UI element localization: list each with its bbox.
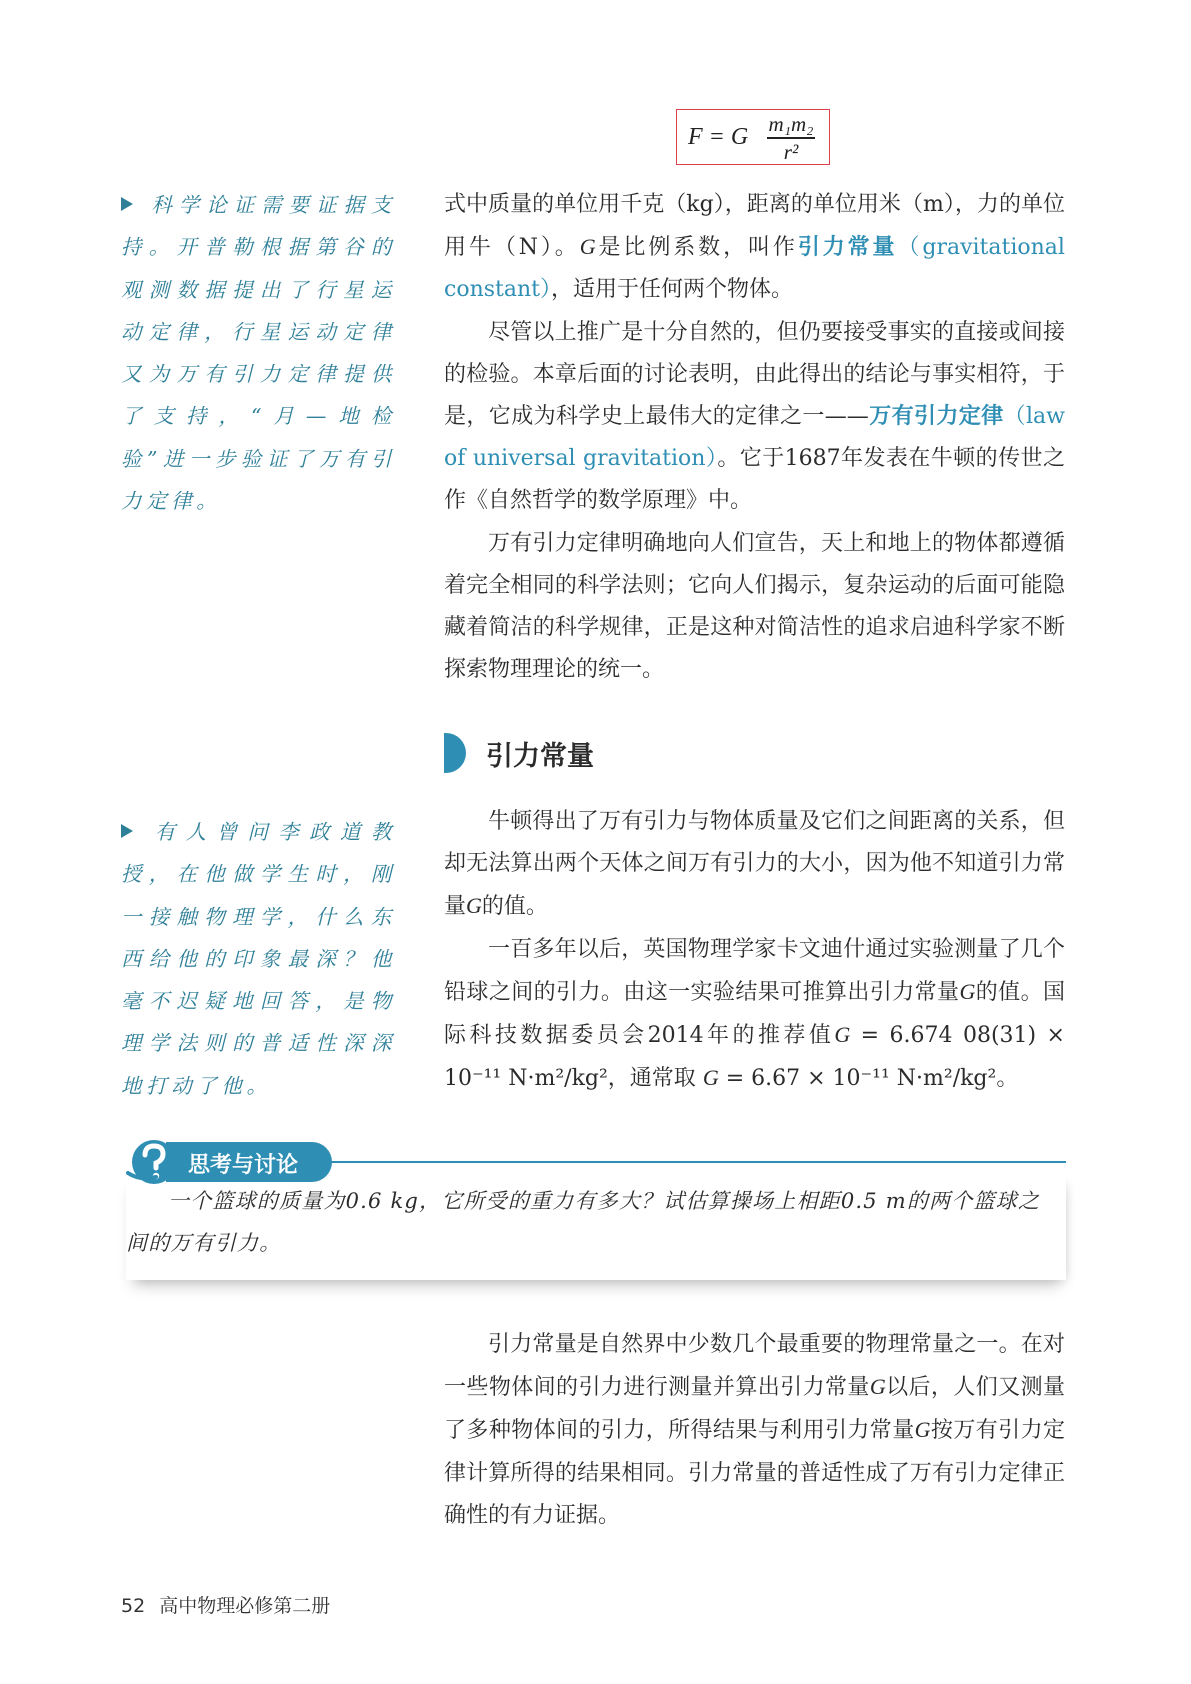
book-title: 高中物理必修第二册 (159, 1595, 331, 1617)
text-run: 的值。国际科技数据委员会2014年的推荐值 (444, 979, 1065, 1049)
heading-marker-icon (444, 733, 466, 773)
header-rule (276, 1161, 1066, 1163)
text-run: 式中质量的单位用千克（kg），距离的单位用米（m），力的单位用牛（N）。 (444, 192, 1065, 261)
symbol-G: G (702, 1065, 719, 1091)
symbol-G: G (914, 1417, 931, 1443)
discussion-title: 思考与讨论 (188, 1153, 299, 1178)
paragraph (444, 184, 1065, 312)
text-run: = 6.674 08(31) × 10⁻¹¹ N·m²/kg²，通常取 (444, 1023, 1065, 1092)
text-run: 一百多年以后，英国物理学家卡文迪什通过实验测量了几个铅球之间的引力。由这一实验结果可推算出引力常量 (444, 936, 1065, 1005)
main-text-middle (444, 801, 1065, 1100)
paragraph (444, 1324, 1065, 1537)
text-run: 是比例系数，叫作 (595, 235, 798, 261)
paragraph (444, 929, 1065, 1101)
term-universal-gravitation: 万有引力定律 (868, 404, 1004, 430)
symbol-G: G (869, 1374, 886, 1400)
text-run: 按万有引力定律计算所得的结果相同。引力常量的普适性成了万有引力定律正确性的有力证据。 (444, 1418, 1065, 1528)
page-footer (121, 1591, 330, 1618)
symbol-G: G (579, 234, 596, 260)
paragraph: 万有引力定律明确地向人们宣告，天上和地上的物体都遵循着完全相同的科学法则；它向人们揭示，复杂运动的后面可能隐藏着简洁的科学规律，正是这种对简洁性的追求启迪科学家不断探索物理理论的统一。 (444, 530, 1065, 683)
formula-fraction (761, 113, 821, 163)
text-run: 。它于1687年发表在牛顿的传世之作《自然哲学的数学原理》中。 (444, 446, 1065, 514)
fraction-bar (767, 137, 815, 139)
text-run: 引力常量是自然界中少数几个最重要的物理常量之一。在对一些物体间的引力进行测量并算出引力常量 (444, 1332, 1065, 1401)
page-number: 52 (121, 1595, 146, 1617)
text-run: 以后，人们又测量了多种物体间的引力，所得结果与利用引力常量 (444, 1375, 1065, 1444)
heading-title: 引力常量 (486, 741, 594, 772)
formula-lhs: F = G (688, 124, 749, 150)
triangle-bullet-icon (121, 197, 133, 211)
text-run: 牛顿得出了万有引力与物体质量及它们之间距离的关系，但却无法算出两个天体之间万有引力的大小，因为他不知道引力常量 (444, 809, 1065, 920)
discussion-tag (166, 1142, 332, 1182)
symbol-G: G (834, 1022, 851, 1048)
discussion-question: 一个篮球的质量为0.6 kg，它所受的重力有多大？试估算操场上相距0.5 m的两个篮球之间的万有引力。 (126, 1189, 1041, 1255)
sidenote-text: 有人曾问李政道教授，在他做学生时，刚一接触物理学，什么东西给他的印象最深？他毫不迟疑地回答，是物理学法则的普适性深深地打动了他。 (121, 820, 396, 1098)
text-run: ，适用于任何两个物体。 (551, 277, 794, 303)
symbol-G: G (959, 978, 976, 1004)
english-term: （gravitational constant） (444, 235, 1065, 303)
text-run: = 6.67 × 10⁻¹¹ N·m²/kg²。 (718, 1066, 1019, 1092)
paragraph (444, 312, 1065, 523)
main-text-lower (444, 1324, 1065, 1537)
text-run: 的值。 (481, 894, 548, 920)
paragraph (444, 801, 1065, 929)
symbol-G: G (466, 893, 482, 919)
sidenote-lee-tsung-dao (121, 811, 396, 1107)
term-gravitational-constant: 引力常量 (797, 235, 898, 261)
sidenote-evidence (121, 184, 396, 522)
formula-denominator: r² (783, 139, 799, 164)
english-term: （law of universal gravitation） (444, 404, 1065, 472)
triangle-bullet-icon (121, 824, 133, 838)
formula-numerator: m₁m₂ (768, 112, 814, 136)
main-text-upper (444, 184, 1065, 691)
text-run: 尽管以上推广是十分自然的，但仍要接受事实的直接或间接的检验。本章后面的讨论表明，由此得出的结论与事实相符，于是，它成为科学史上最伟大的定律之一—— (444, 319, 1065, 430)
sidenote-text: 科学论证需要证据支持。开普勒根据第谷的观测数据提出了行星运动定律，行星运动定律又为万有引力定律提供了支持，“月—地检验”进一步验证了万有引力定律。 (121, 193, 396, 514)
gravitation-formula (676, 109, 830, 165)
discussion-header (126, 1141, 1066, 1185)
